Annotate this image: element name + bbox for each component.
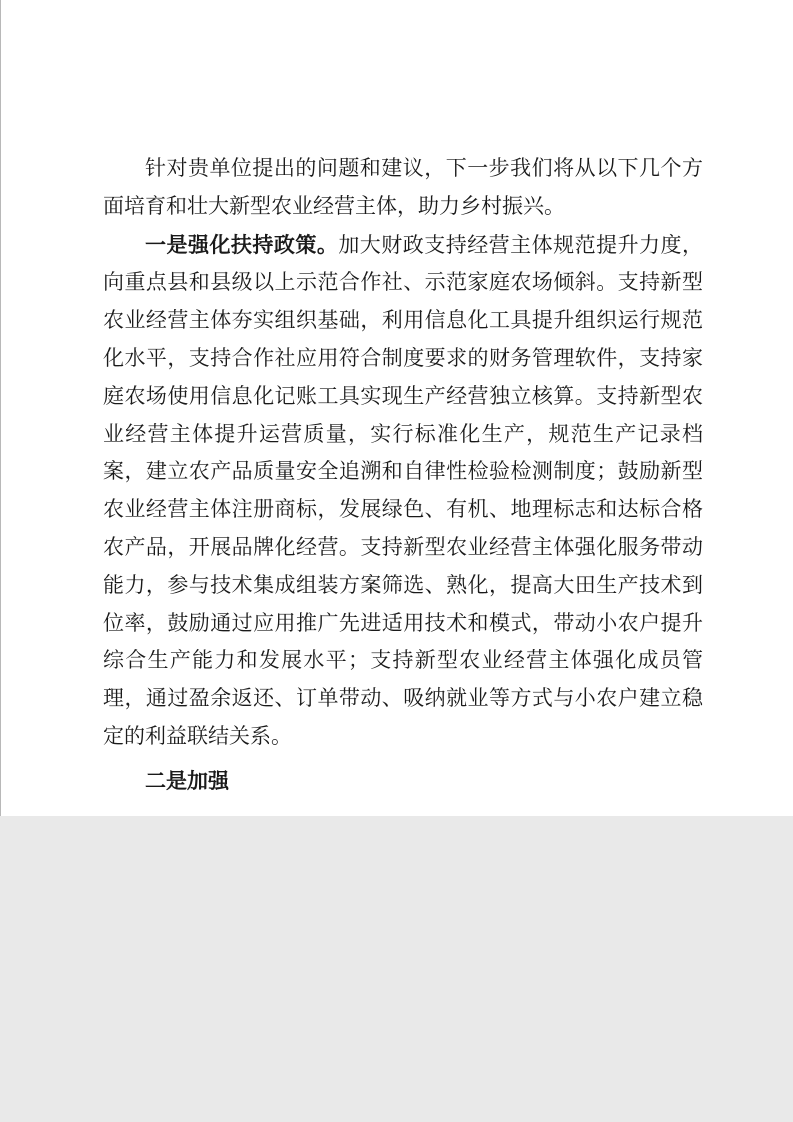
paragraph-intro: [103, 150, 703, 226]
paragraph-truncated: [103, 762, 703, 801]
paragraph-policy-support: [103, 226, 703, 756]
paragraph-intro-text: 针对贵单位提出的问题和建议，下一步我们将从以下几个方面培育和壮大新型农业经营主体，助力乡村振兴。: [103, 156, 703, 218]
paragraph-policy-support-heading: 一是强化扶持政策。: [145, 231, 339, 257]
paragraph-truncated-heading: 二是加强: [145, 767, 229, 793]
page-cutoff-area: [0, 816, 793, 1122]
body-text: [103, 150, 703, 801]
paragraph-policy-support-text: 加大财政支持经营主体规范提升力度，向重点县和县级以上示范合作社、示范家庭农场倾斜。支持新型农业经营主体夯实组织基础，利用信息化工具提升组织运行规范化水平，支持合作社应用符合制度要求的财务管理软件，支持家庭农场使用信息化记账工具实现生产经营独立核算。支持新型农业经营主体提升运营质量，实行标准化生产，规范生产记录档案，建立农产品质量安全追溯和自律性检验检测制度；鼓励新型农业经营主体注册商标，发展绿色、有机、地理标志和达标合格农产品，开展品牌化经营。支持新型农业经营主体强化服务带动能力，参与技术集成组装方案筛选、熟化，提高大田生产技术到位率，鼓励通过应用推广先进适用技术和模式，带动小农户提升综合生产能力和发展水平；支持新型农业经营主体强化成员管理，通过盈余返还、订单带动、吸纳就业等方式与小农户建立稳定的利益联结关系。: [103, 232, 704, 748]
